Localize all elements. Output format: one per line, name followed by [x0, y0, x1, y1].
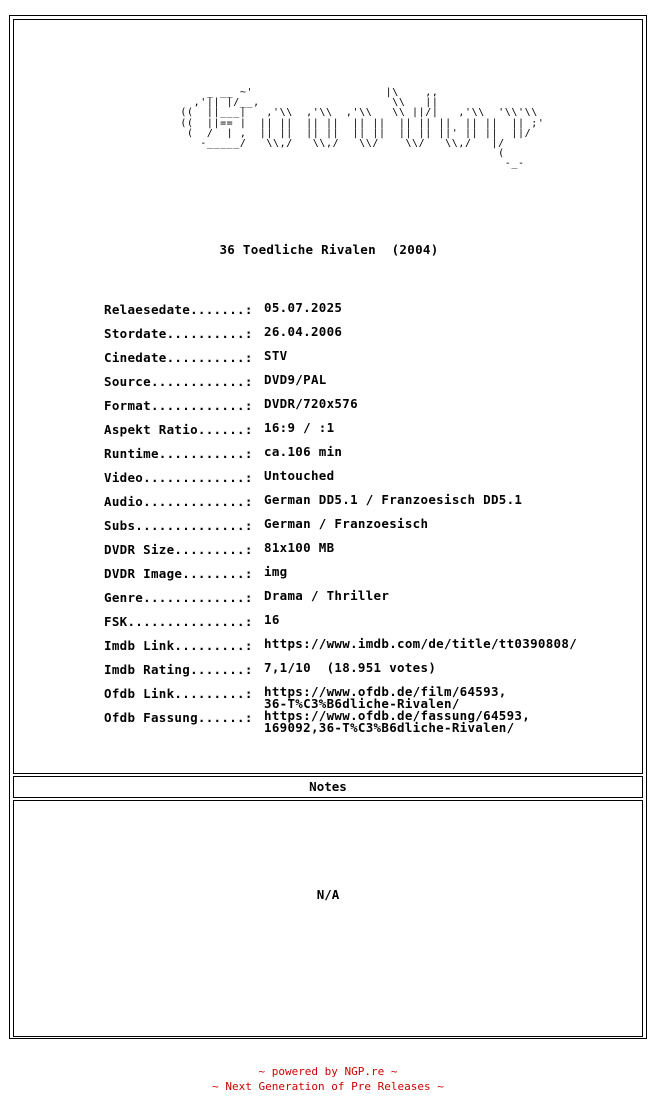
detail-value: 81x100 MB	[264, 540, 335, 555]
detail-value: German DD5.1 / Franzoesisch DD5.1	[264, 492, 523, 507]
detail-row	[104, 398, 577, 422]
detail-key: Source............:	[104, 374, 253, 389]
detail-row	[104, 662, 577, 686]
detail-key: Audio.............:	[104, 494, 253, 509]
detail-row	[104, 590, 577, 614]
detail-value: img	[264, 564, 288, 579]
release-info-panel	[13, 19, 643, 774]
detail-row	[104, 422, 577, 446]
detail-key: Imdb Rating.......:	[104, 662, 253, 677]
footer-powered-by: ~ powered by NGP.re ~	[258, 1065, 398, 1078]
detail-key: Format............:	[104, 398, 253, 413]
notes-label: Notes	[309, 779, 347, 794]
detail-key: Aspekt Ratio......:	[104, 422, 253, 437]
detail-value: https://www.ofdb.de/fassung/64593, 169092,36-T%C3%B6dliche-Rivalen/	[264, 708, 531, 735]
detail-row	[104, 518, 577, 542]
detail-value: 16:9 / :1	[264, 420, 335, 435]
release-title: 36 Toedliche Rivalen (2004)	[219, 242, 439, 257]
notes-panel	[13, 800, 643, 1037]
detail-value: https://www.ofdb.de/film/64593, 36-T%C3%B6dliche-Rivalen/	[264, 684, 507, 711]
nfo-frame	[9, 15, 647, 1039]
detail-key: Ofdb Link.........:	[104, 686, 253, 701]
detail-row	[104, 470, 577, 494]
detail-value: STV	[264, 348, 288, 363]
detail-row	[104, 542, 577, 566]
detail-key: DVDR Image........:	[104, 566, 253, 581]
group-logo-ascii-art: _ __ ~' |\ ,, ,'|| |/__, \\ || (( ||___| ,'\\ ,'\\ ,'\\ \\ ||/| ,'\\ '\\'\\ (( ||== | || || || || || || || || || || || || ;' ( / | , || || || || || || || || ||' || || ||/ -_____/ \\,/ \\,/ \\/ \\/ \\,/ |/ ( -_-	[180, 87, 545, 170]
detail-value: 16	[264, 612, 280, 627]
detail-row	[104, 710, 577, 734]
detail-row	[104, 494, 577, 518]
detail-row	[104, 638, 577, 662]
detail-row	[104, 302, 577, 326]
detail-value: DVD9/PAL	[264, 372, 327, 387]
detail-value: Drama / Thriller	[264, 588, 390, 603]
detail-value: ca.106 min	[264, 444, 343, 459]
detail-value: https://www.imdb.com/de/title/tt0390808/	[264, 636, 578, 651]
detail-value: 7,1/10 (18.951 votes)	[264, 660, 437, 675]
detail-value: Untouched	[264, 468, 335, 483]
detail-key: Video.............:	[104, 470, 253, 485]
notes-text: N/A	[316, 887, 340, 902]
detail-row	[104, 374, 577, 398]
detail-key: Imdb Link.........:	[104, 638, 253, 653]
detail-key: Cinedate..........:	[104, 350, 253, 365]
detail-row	[104, 686, 577, 710]
detail-row	[104, 566, 577, 590]
detail-value: 05.07.2025	[264, 300, 343, 315]
release-details-list	[104, 302, 577, 734]
detail-row	[104, 446, 577, 470]
detail-key: DVDR Size.........:	[104, 542, 253, 557]
detail-key: Ofdb Fassung......:	[104, 710, 253, 725]
detail-row	[104, 326, 577, 350]
detail-value: 26.04.2006	[264, 324, 343, 339]
detail-key: Runtime...........:	[104, 446, 253, 461]
detail-value: DVDR/720x576	[264, 396, 358, 411]
detail-row	[104, 350, 577, 374]
detail-key: Stordate..........:	[104, 326, 253, 341]
detail-row	[104, 614, 577, 638]
detail-value: German / Franzoesisch	[264, 516, 429, 531]
detail-key: Genre.............:	[104, 590, 253, 605]
detail-key: FSK...............:	[104, 614, 253, 629]
footer-tagline: ~ Next Generation of Pre Releases ~	[212, 1080, 444, 1093]
detail-key: Relaesedate.......:	[104, 302, 253, 317]
footer	[0, 1064, 656, 1094]
notes-header	[13, 776, 643, 798]
detail-key: Subs..............:	[104, 518, 253, 533]
